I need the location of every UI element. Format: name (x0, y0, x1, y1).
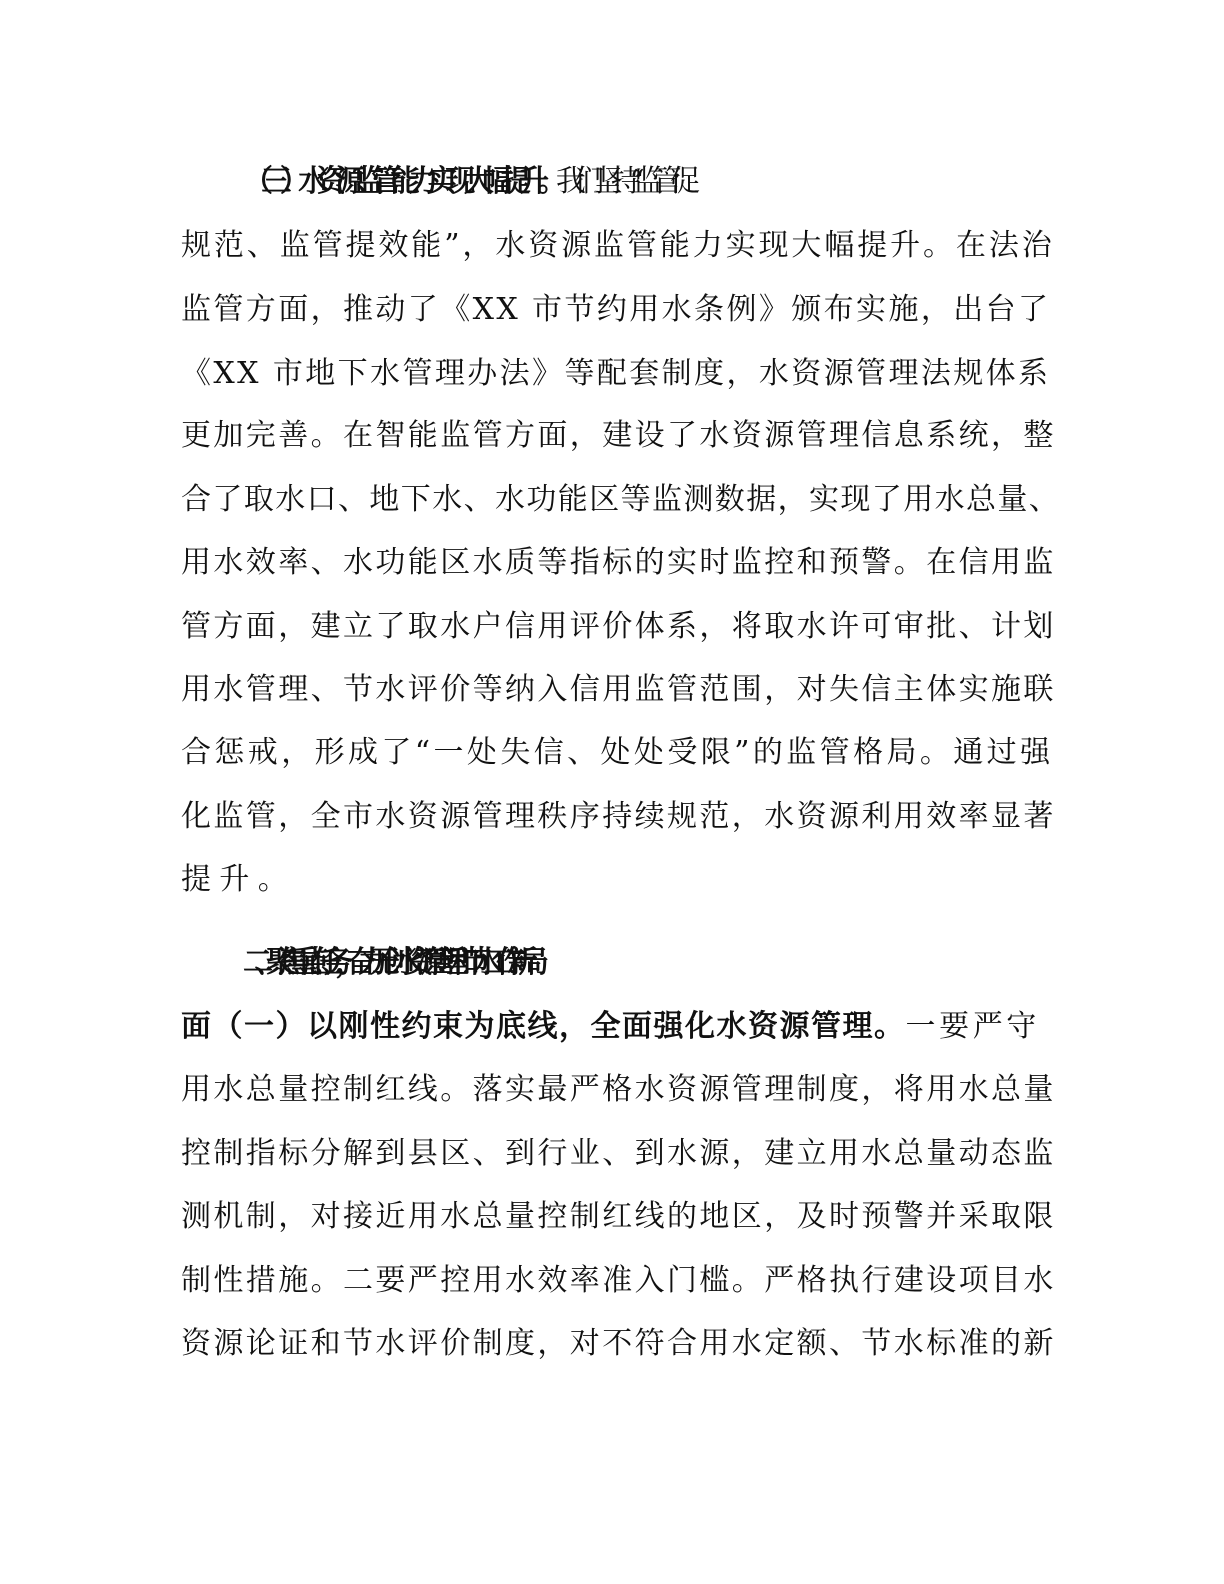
paragraph-1-line-7: 用水效率、水功能区水质等指标的实时监控和预警。在信用监 (181, 545, 1056, 580)
paragraph-2-line-4: 控制指标分解到县区、到行业、到水源，建立用水总量动态监 (181, 1136, 1056, 1171)
paragraph-1-line-11: 化监管，全市水资源管理秩序持续规范，水资源利用效率显著 (181, 799, 1056, 834)
paragraph-1-line-8: 管方面，建立了取水户信用评价体系，将取水许可审批、计划 (181, 609, 1056, 644)
paragraph-text: 一要严守 (905, 1009, 1040, 1044)
paragraph-1-line-2: 规范、监管提效能”，水资源监管能力实现大幅提升。在法治 (181, 228, 1055, 263)
paragraph-1-line-4: 《XX 市地下水管理办法》等配套制度，水资源管理法规体系 (181, 356, 1051, 391)
subsection-heading-1: 面（一）以刚性约束为底线，全面强化水资源管理。 (181, 1009, 906, 1044)
paragraph-1-line-9: 用水管理、节水评价等纳入信用监管范围，对失信主体实施联 (181, 672, 1056, 707)
section-heading-2: 二、聚焦重点任务，奋力开创水资源管理和节水工作新局 (243, 945, 531, 980)
paragraph-2-line-5: 测机制，对接近用水总量控制红线的地区，及时预警并采取限 (181, 1199, 1056, 1234)
section-heading-3: （三）水资源监管能力实现大幅提升。 (243, 164, 556, 199)
paragraph-1-line-1 (243, 162, 1103, 202)
paragraph-text: 我们坚持“监管促 (555, 164, 689, 199)
paragraph-1-line-12: 提升。 (181, 862, 297, 897)
paragraph-1-line-5: 更加完善。在智能监管方面，建设了水资源管理信息系统，整 (181, 418, 1056, 453)
paragraph-1-line-6: 合了取水口、地下水、水功能区等监测数据，实现了用水总量、 (181, 482, 1061, 517)
paragraph-1-line-3: 监管方面，推动了《XX 市节约用水条例》颁布实施，出台了 (181, 292, 1051, 327)
paragraph-2-line-6: 制性措施。二要严控用水效率准入门槛。严格执行建设项目水 (181, 1263, 1056, 1298)
paragraph-2-line-7: 资源论证和节水评价制度，对不符合用水定额、节水标准的新 (181, 1326, 1056, 1361)
paragraph-1-line-10: 合惩戒，形成了“一处失信、处处受限”的监管格局。通过强 (181, 735, 1054, 770)
paragraph-2-line-2 (181, 1007, 1041, 1047)
paragraph-2-line-3: 用水总量控制红线。落实最严格水资源管理制度，将用水总量 (181, 1072, 1056, 1107)
